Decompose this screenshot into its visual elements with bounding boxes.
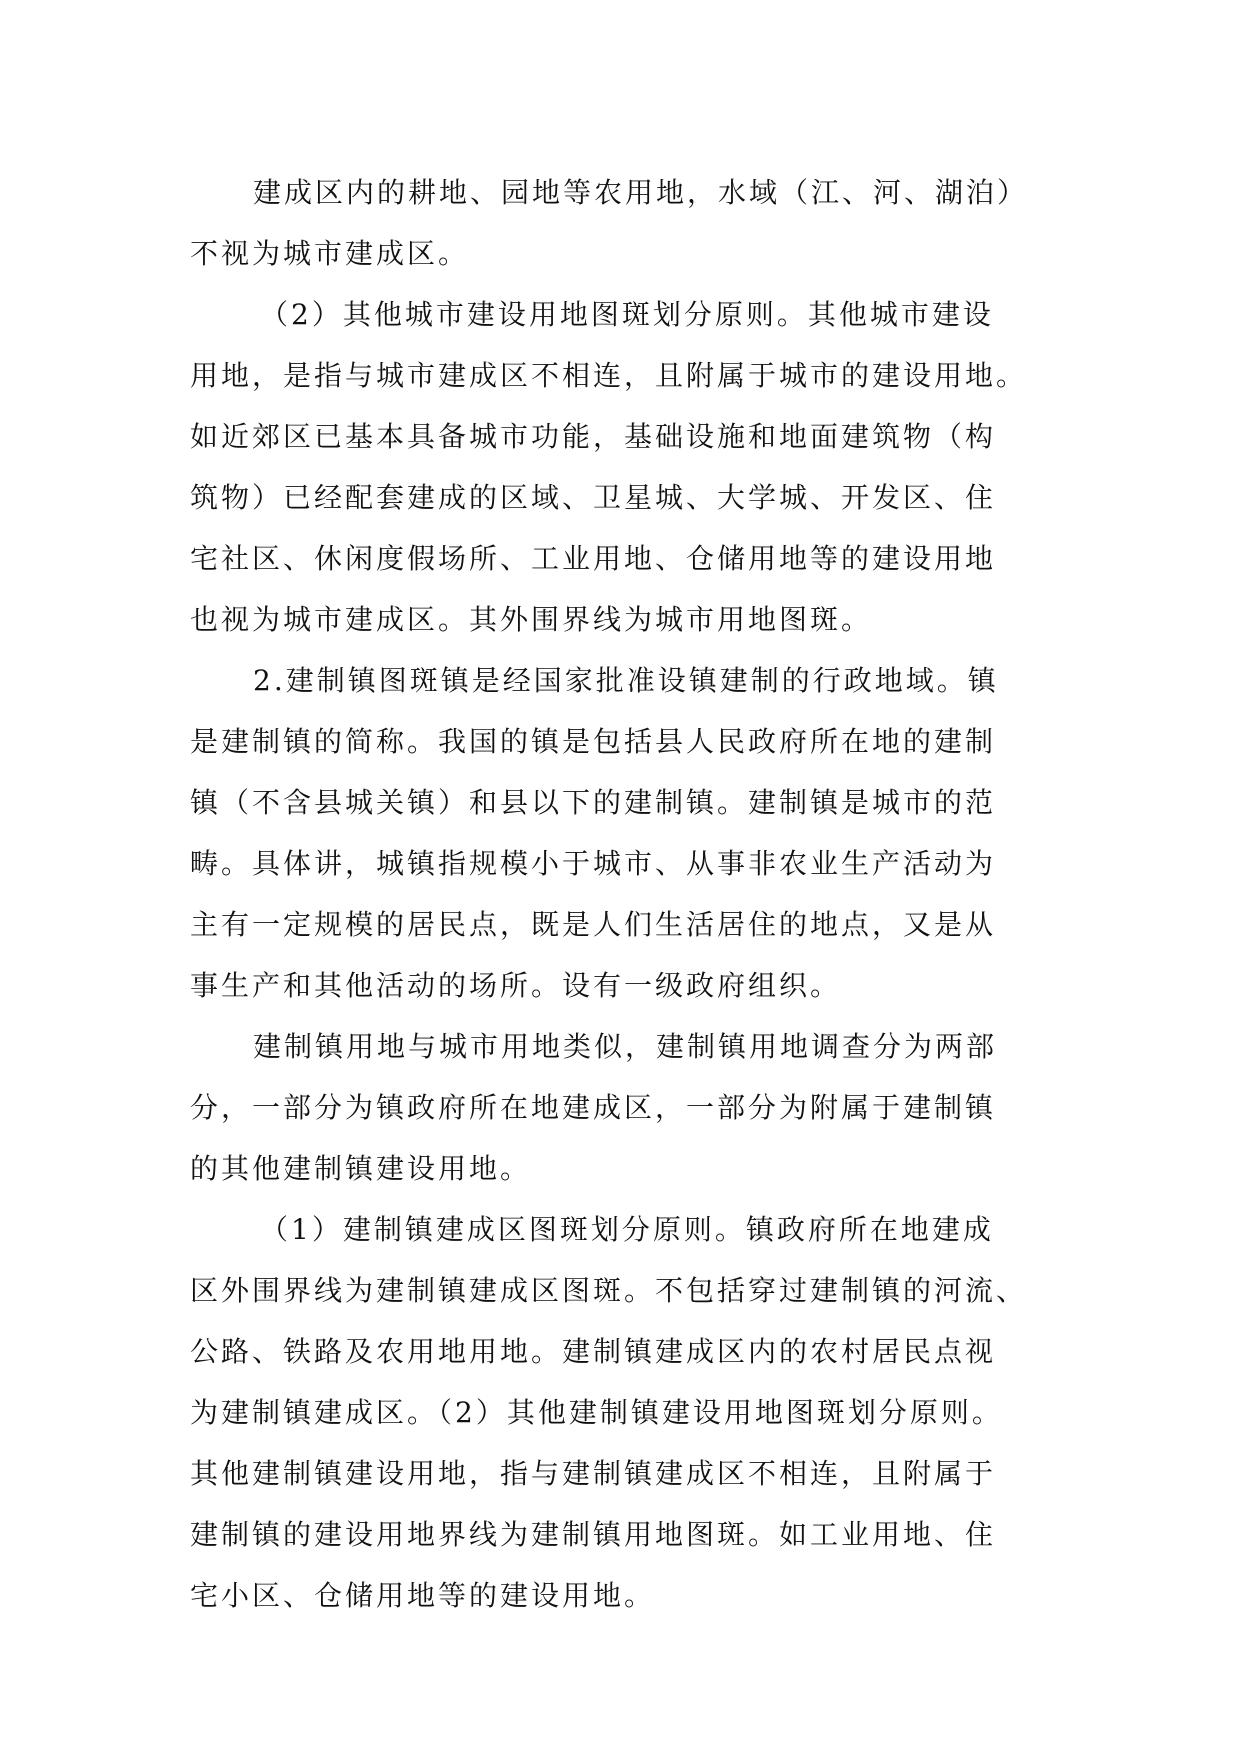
text-line: 2.建制镇图斑镇是经国家批准设镇建制的行政地域。镇 [253, 664, 999, 697]
text-line: 畴。具体讲，城镇指规模小于城市、从事非农业生产活动为 [190, 847, 997, 880]
text-line: 镇（不含县城关镇）和县以下的建制镇。建制镇是城市的范 [190, 786, 997, 819]
text-line: 公路、铁路及农用地用地。建制镇建成区内的农村居民点视 [190, 1335, 997, 1368]
text-line: 宅社区、休闲度假场所、工业用地、仓储用地等的建设用地 [190, 542, 997, 575]
text-line: 事生产和其他活动的场所。设有一级政府组织。 [190, 969, 842, 1002]
text-line: （1）建制镇建成区图斑划分原则。镇政府所在地建成 [260, 1213, 994, 1246]
text-line: 如近郊区已基本具备城市功能，基础设施和地面建筑物（构 [190, 420, 997, 453]
text-line: 主有一定规模的居民点，既是人们生活居住的地点，又是从 [190, 908, 997, 941]
text-line: 也视为城市建成区。其外围界线为城市用地图斑。 [190, 603, 873, 636]
text-line: 建成区内的耕地、园地等农用地，水域（江、河、湖泊） [253, 176, 1029, 209]
text-line: 宅小区、仓储用地等的建设用地。 [190, 1579, 656, 1612]
text-line: 其他建制镇建设用地，指与建制镇建成区不相连，且附属于 [190, 1457, 997, 1490]
text-line: 不视为城市建成区。 [190, 237, 470, 270]
text-line: 用地，是指与城市建成区不相连，且附属于城市的建设用地。 [190, 359, 1028, 392]
text-line: 分，一部分为镇政府所在地建成区，一部分为附属于建制镇 [190, 1091, 997, 1124]
text-line: 建制镇用地与城市用地类似，建制镇用地调查分为两部 [253, 1030, 998, 1063]
text-line: 区外围界线为建制镇建成区图斑。不包括穿过建制镇的河流、 [190, 1274, 1028, 1307]
text-line: 是建制镇的简称。我国的镇是包括县人民政府所在地的建制 [190, 725, 997, 758]
text-line: 的其他建制镇建设用地。 [190, 1152, 532, 1185]
text-line: 建制镇的建设用地界线为建制镇用地图斑。如工业用地、住 [190, 1518, 997, 1551]
text-line: 为建制镇建成区。（2）其他建制镇建设用地图斑划分原则。 [190, 1396, 1003, 1429]
body-text [190, 162, 1070, 1626]
text-line: 筑物）已经配套建成的区域、卫星城、大学城、开发区、住 [190, 481, 997, 514]
text-line: （2）其他城市建设用地图斑划分原则。其他城市建设 [260, 298, 994, 331]
